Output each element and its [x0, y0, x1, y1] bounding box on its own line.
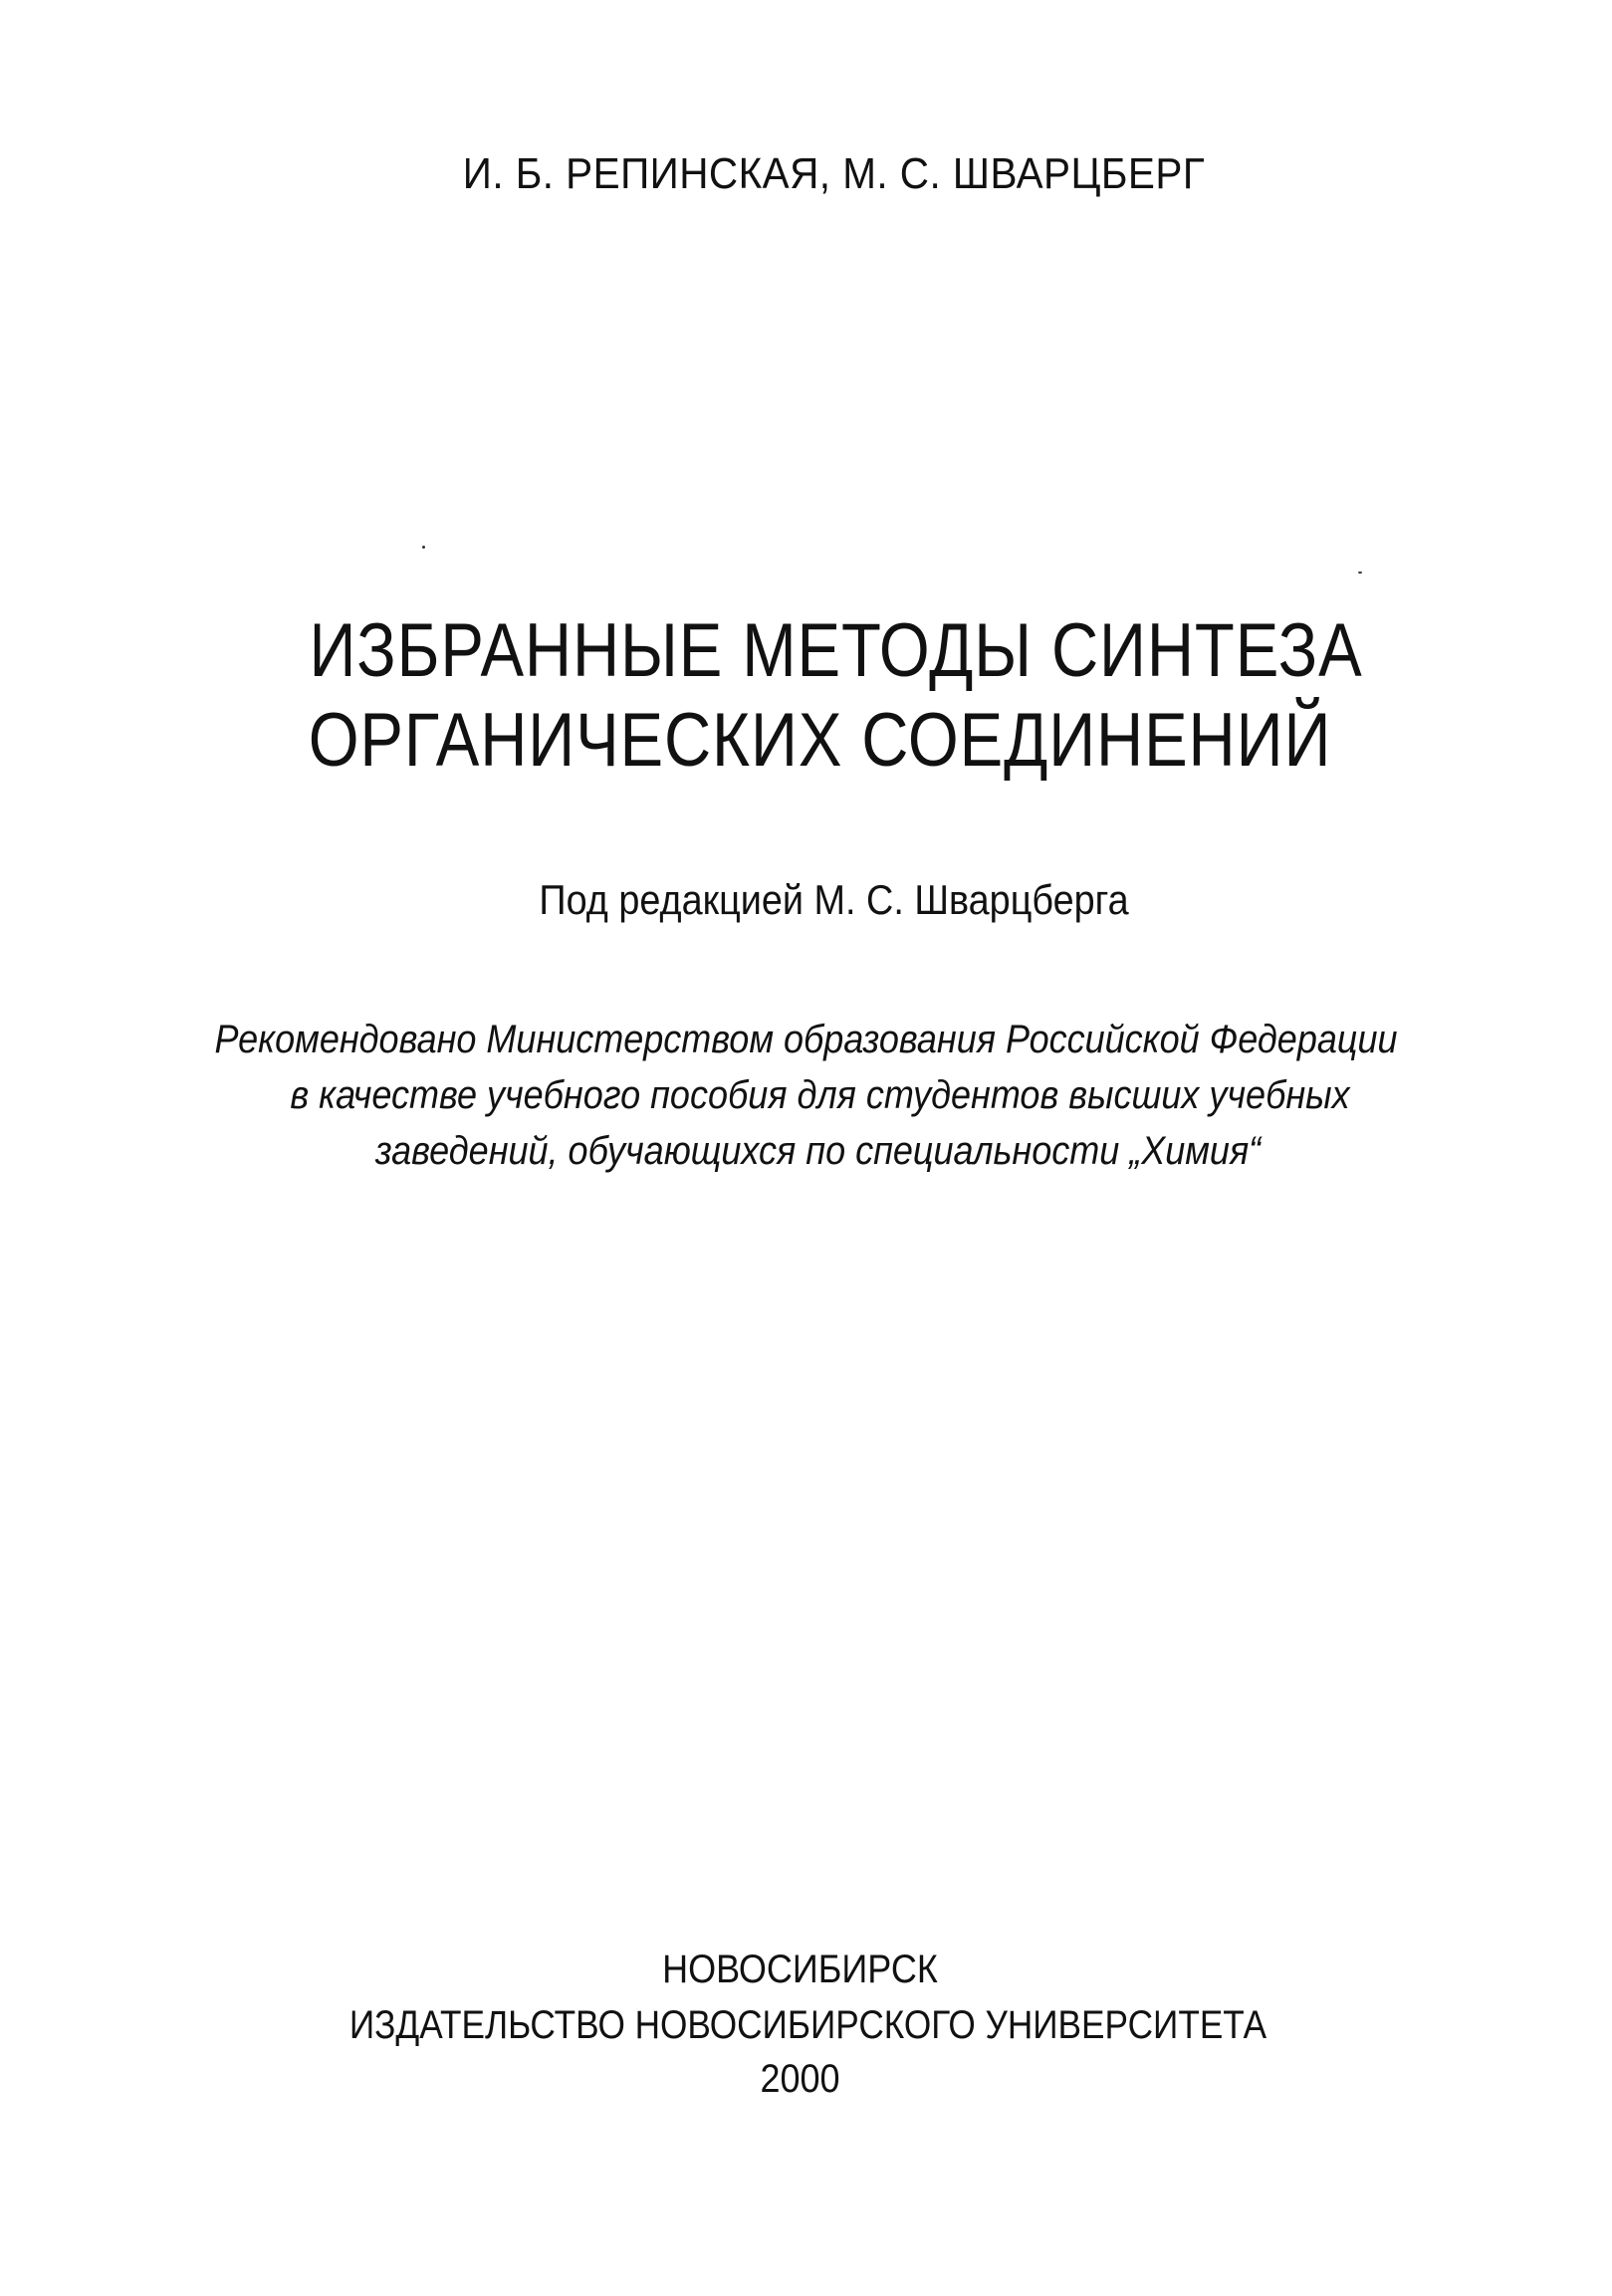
recommendation-line-2: в качестве учебного пособия для студентов высших учебных	[290, 1073, 1350, 1117]
scan-speck	[422, 546, 425, 549]
authors: И. Б. РЕПИНСКАЯ, М. С. ШВАРЦБЕРГ	[462, 149, 1206, 198]
scan-speck	[1358, 572, 1362, 574]
imprint-publisher: ИЗДАТЕЛЬСТВО НОВОСИБИРСКОГО УНИВЕРСИТЕТА	[348, 2003, 1267, 2047]
recommendation-line-1: Рекомендовано Министерством образования Российской Федерации	[214, 1018, 1398, 1061]
imprint-year: 2000	[760, 2057, 840, 2101]
recommendation-line-3: заведений, обучающихся по специальности „Химия“	[374, 1129, 1262, 1173]
book-title-line-2: ОРГАНИЧЕСКИХ СОЕДИНЕНИЙ	[308, 698, 1332, 783]
imprint-city: НОВОСИБИРСК	[662, 1948, 938, 1991]
book-title-line-1: ИЗБРАННЫЕ МЕТОДЫ СИНТЕЗА	[309, 608, 1363, 693]
editor-note: Под редакцией М. С. Шварцберга	[539, 876, 1129, 923]
